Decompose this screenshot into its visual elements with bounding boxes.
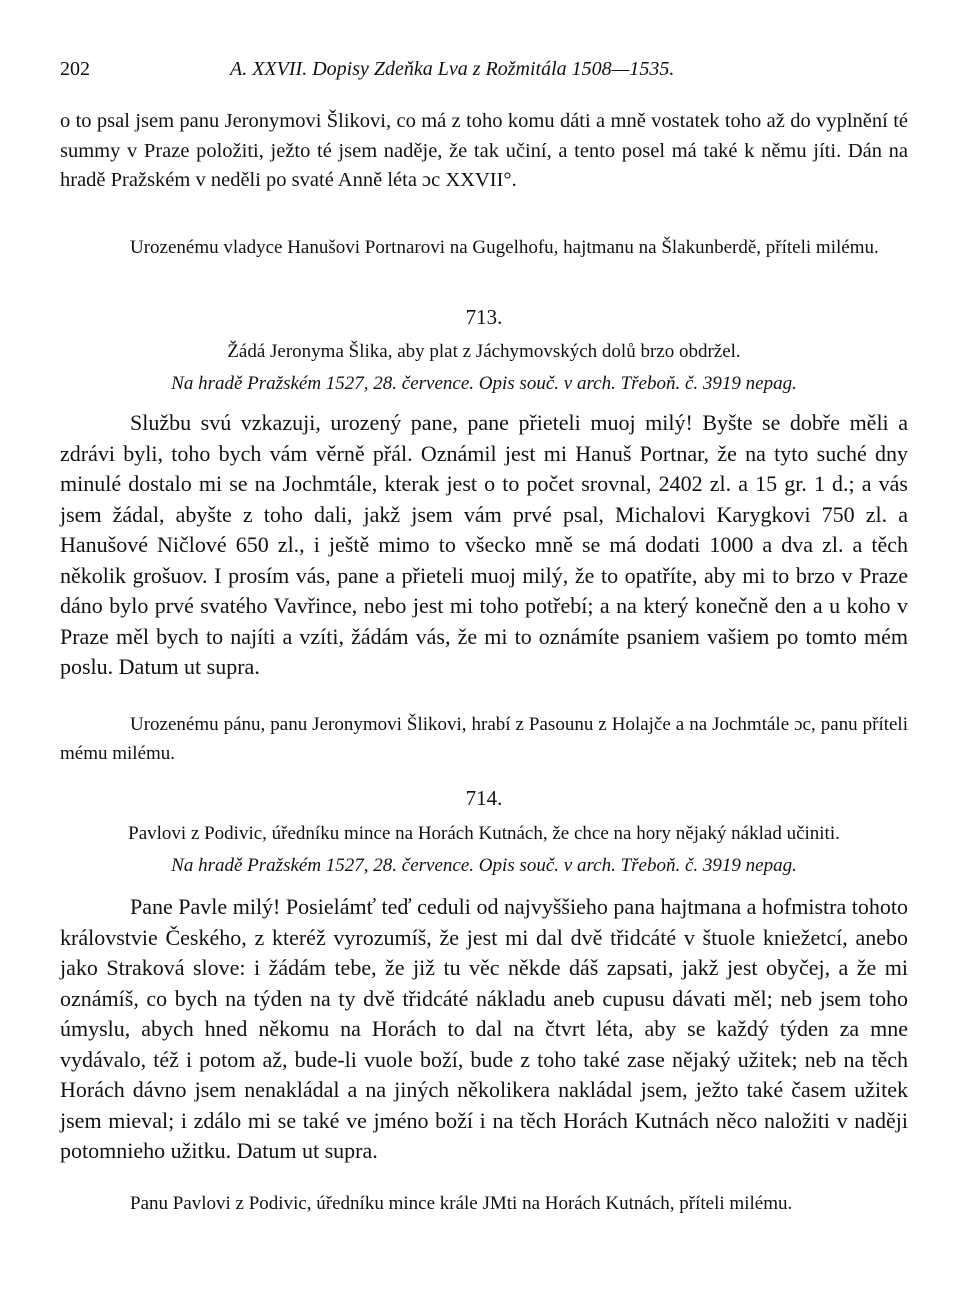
letter-714-summary: Pavlovi z Podivic, úředníku mince na Horách Kutnách, že chce na hory nějaký náklad učiniti. <box>128 823 840 844</box>
running-title: A. XXVII. Dopisy Zdeňka Lva z Rožmitála 1508—1535. <box>230 58 675 80</box>
letter-714-address: Panu Pavlovi z Podivic, úředníku mince krále JMti na Horách Kutnách, příteli milému. <box>130 1193 793 1214</box>
continuation-text: o to psal jsem panu Jeronymovi Šlikovi, co má z toho komu dáti a mně vostatek toho až do vyplnění té summy v Praze položiti, ježto té jsem naděje, že tak učiní, a tento posel má také k němu jíti. Dán na hradě Pražském v neděli po svaté Anně léta ɔc XXVII°. <box>60 110 908 191</box>
letter-713-body: Službu svú vzkazuji, urozený pane, pane přieteli muoj milý! Byšte se dobře měli a zdrávi byli, toho bych vám věrně přál. Oznámil jest mi Hanuš Portnar, že na tyto suché dny minulé dostalo mi se na Jochmtále, kterak jest o to počet srovnal, 2402 zl. a 15 gr. 1 d.; a vás jsem žádal, abyšte z toho dali, jakž jsem vám prvé psal, Michalovi Karygkovi 750 zl. a Hanušové Ničlové 650 zl., i ještě mimo to všecko mně se má dodati 1000 a dva zl. a těch několik grošuov. I prosím vás, pane a přieteli muoj milý, že to opatříte, aby mi to brzo v Praze dáno bylo prvé svatého Vavřince, nebo jest mi toho potřebí; a na který konečně den a u koho v Praze měl bych to najíti a vzíti, žádám vás, že mi to oznámíte psaniem vašiem po tomto mém poslu. Datum ut supra. <box>60 410 908 679</box>
letter-714-body: Pane Pavle milý! Posielámť teď ceduli od najvyššieho pana hajtmana a hofmistra tohoto královstvie Českého, z kteréž vyrozumíš, že jest mi dal dvě třidcáté v štuole kniežetcí, anebo jako Straková slove: i žádám tebe, že již tu věc někde dáš zapsati, jakž jest obyčej, a že mi oznámíš, co bych na týden na ty dvě třidcáté nákladu aneb cupusu dávati měl; neb jsem toho úmyslu, abych hned někomu na Horách to dal na čtvrt léta, aby se každý týden za mne vydávalo, též i potom až, bude-li vuole boží, bude z toho také zase nějaký užitek; neb na těch Horách dávno jsem nenakládal a na jiných několikera nakládal jsem, ježto také časem užitek jsem mieval; i zdálo mi se také ve jméno boží i na těch Horách Kutnách něco naložiti v naději potomnieho užitku. Datum ut supra. <box>60 894 908 1163</box>
continuation-address: Urozenému vladyce Hanušovi Portnarovi na Gugelhofu, hajtmanu na Šlakunberdě, příteli milému. <box>130 237 879 258</box>
letter-714-number: 714. <box>465 786 503 810</box>
letter-713-source: Na hradě Pražském 1527, 28. července. Opis souč. v arch. Třeboň. č. 3919 nepag. <box>171 373 797 394</box>
letter-713-number: 713. <box>465 305 503 329</box>
letter-713-address: Urozenému pánu, panu Jeronymovi Šlikovi, hrabí z Pasounu z Holajče a na Jochmtále ɔc, panu příteli mému milému. <box>60 714 908 764</box>
page-header <box>60 58 910 88</box>
letter-714-source: Na hradě Pražském 1527, 28. července. Opis souč. v arch. Třeboň. č. 3919 nepag. <box>171 855 797 876</box>
letter-713-summary: Žádá Jeronyma Šlika, aby plat z Jáchymovských dolů brzo obdržel. <box>227 341 741 362</box>
page-number: 202 <box>60 58 90 80</box>
